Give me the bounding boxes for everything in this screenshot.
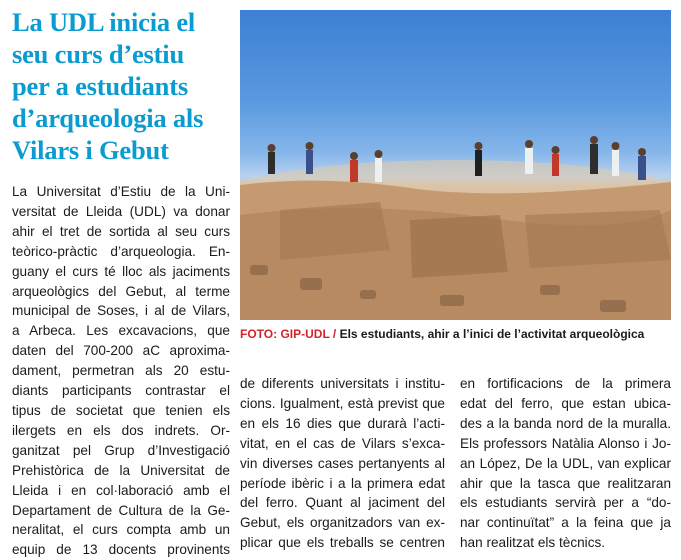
body-line: els estudiants servirà per a “do-: [460, 495, 671, 511]
body-line: nar continuïtat” a la feina que ja: [460, 515, 671, 531]
body-line: plicar que els treballs se centren: [240, 535, 445, 551]
headline-line: La UDL inicia el: [12, 7, 196, 37]
body-line: equip de 13 docents provinents: [12, 542, 230, 558]
excavation-photo-illustration: [240, 10, 671, 320]
body-line: en els 16 dies que durarà l’acti-: [240, 415, 445, 431]
photo-caption: [240, 326, 671, 342]
headline-line: Vilars i Gebut: [12, 135, 169, 165]
body-line: guany el curs té lloc als jaciments: [12, 263, 230, 279]
body-line: Prehistòrica de la Universitat de: [12, 462, 230, 478]
headline-line: d’arqueologia als: [12, 103, 204, 133]
body-line: des a la banda nord de la muralla.: [460, 415, 671, 431]
body-line: ahir que la tasca que realitzaran: [460, 475, 671, 491]
body-line: vin diverses cases pertanyents al: [240, 455, 445, 471]
excavation-photo: [240, 10, 671, 320]
article-column-1: [12, 182, 230, 560]
body-line: dament, permetran als 20 estu-: [12, 363, 230, 379]
body-line: edat del ferro, que estan ubica-: [460, 395, 671, 411]
headline-line: per a estudiants: [12, 71, 188, 101]
body-line: ganitzat pel Grup d’Investigació: [12, 442, 230, 458]
body-line: versitat de Lleida (UDL) va donar: [12, 203, 230, 219]
article-column-3: [460, 374, 671, 553]
body-line: arqueològics del Gebut, al terme: [12, 283, 230, 299]
body-line: període ibèric i a la primera edat: [240, 475, 445, 491]
body-line: de diferents universitats i institu-: [240, 376, 445, 391]
body-line: municipal de Soses, i al de Vilars,: [12, 303, 230, 319]
body-line: cions. Igualment, està previst que: [240, 395, 445, 411]
body-line: an López, De la UDL, van explicar: [460, 455, 671, 471]
body-line: vitat, en el cas de Vilars s’exca-: [240, 435, 445, 451]
body-line: Gebut, els organitzadors van ex-: [240, 515, 445, 531]
body-line: teòrico-pràctic d’arqueologia. En-: [12, 243, 230, 259]
body-line: tipus de societat que tenien els: [12, 402, 230, 418]
photo-caption-text: Els estudiants, ahir a l’inici de l’activitat arqueològica: [336, 327, 645, 341]
body-line: daten del 700-200 aC aproxima-: [12, 343, 230, 359]
body-line: ilergets en els dos indrets. Or-: [12, 422, 230, 438]
body-line: ahir el tret de sortida al seu curs: [12, 223, 230, 239]
body-line: Lleida i en col·laboració amb el: [12, 482, 230, 498]
body-line: La Universitat d’Estiu de la Uni-: [12, 184, 230, 199]
headline: [12, 6, 234, 166]
article-column-2: [240, 374, 445, 553]
body-line: neralitat, el curs compta amb un: [12, 522, 230, 538]
body-line: Departament de Cultura de la Ge-: [12, 502, 230, 518]
body-line: en fortificacions de la primera: [460, 376, 671, 391]
body-line: del ferro. Quant al jaciment del: [240, 495, 445, 511]
body-line: diants participants contrastar el: [12, 383, 230, 399]
body-line: han realitzat els tècnics.: [460, 535, 606, 551]
body-line: Els professors Natàlia Alonso i Jo-: [460, 435, 671, 451]
headline-line: seu curs d’estiu: [12, 39, 185, 69]
body-line: a Arbeca. Les excavacions, que: [12, 323, 230, 339]
photo-credit: FOTO: GIP-UDL /: [240, 327, 337, 341]
